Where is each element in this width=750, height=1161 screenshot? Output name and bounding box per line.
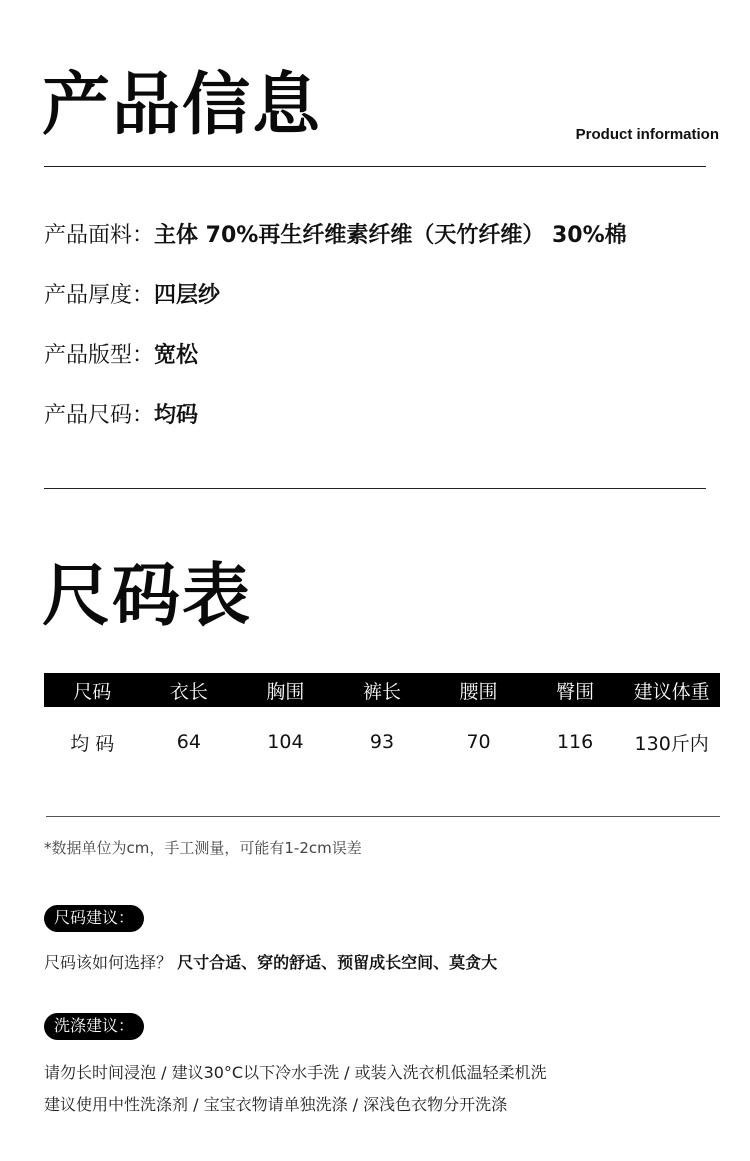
size-table-header	[44, 673, 720, 707]
fit-label: 产品版型：	[44, 343, 155, 368]
product-info-subtitle: Product information	[575, 126, 719, 143]
measurement-note: *数据单位为cm，手工测量，可能有1-2cm误差	[44, 839, 362, 857]
header-chest: 胸围	[237, 673, 334, 707]
thickness-row	[44, 278, 220, 309]
fit-row	[44, 338, 198, 369]
header-waist: 腰围	[430, 673, 527, 707]
size-chart-title: 尺码表	[42, 557, 253, 636]
cell-waist: 70	[466, 731, 491, 753]
thickness-label: 产品厚度：	[44, 283, 155, 308]
header-length: 衣长	[141, 673, 238, 707]
section-divider	[44, 488, 706, 489]
size-advice-question: 尺码该如何选择？	[44, 953, 173, 972]
header-hip: 臀围	[527, 673, 624, 707]
cell-length: 64	[176, 731, 201, 753]
table-row	[44, 707, 720, 777]
cell-chest: 104	[267, 731, 304, 753]
size-advice-label: 尺码建议：	[44, 905, 144, 932]
size-advice-text	[44, 950, 497, 973]
size-row	[44, 398, 198, 429]
thickness-value: 四层纱	[154, 283, 221, 308]
size-value: 均码	[154, 403, 199, 428]
size-label: 产品尺码：	[44, 403, 155, 428]
header-pants-length: 裤长	[334, 673, 431, 707]
wash-advice-badge	[44, 1013, 144, 1040]
table-divider	[46, 816, 720, 817]
size-table	[44, 673, 720, 777]
fabric-label: 产品面料：	[44, 223, 155, 248]
cell-size: 均 码	[70, 732, 115, 755]
product-info-title: 产品信息	[42, 66, 323, 145]
cell-pants-length: 93	[369, 731, 395, 753]
wash-advice-line-2: 建议使用中性洗涤剂 / 宝宝衣物请单独洗涤 / 深浅色衣物分开洗涤	[44, 1095, 508, 1114]
wash-advice-line-1: 请勿长时间浸泡 / 建议30°C以下冷水手洗 / 或装入洗衣机低温轻柔机洗	[44, 1063, 547, 1082]
cell-hip: 116	[556, 731, 594, 753]
header-divider	[44, 166, 706, 167]
cell-weight: 130斤内	[634, 732, 709, 755]
fabric-row	[44, 218, 627, 249]
size-advice-badge	[44, 905, 144, 932]
header-weight: 建议体重	[623, 673, 720, 707]
size-advice-answer: 尺寸合适、穿的舒适、预留成长空间、莫贪大	[177, 953, 498, 972]
fit-value: 宽松	[154, 343, 199, 368]
size-table-wrapper	[44, 673, 720, 777]
wash-advice-label: 洗涤建议：	[44, 1013, 144, 1040]
fabric-value: 主体 70%再生纤维素纤维（天竹纤维） 30%棉	[154, 223, 627, 248]
header-size: 尺码	[44, 673, 141, 707]
